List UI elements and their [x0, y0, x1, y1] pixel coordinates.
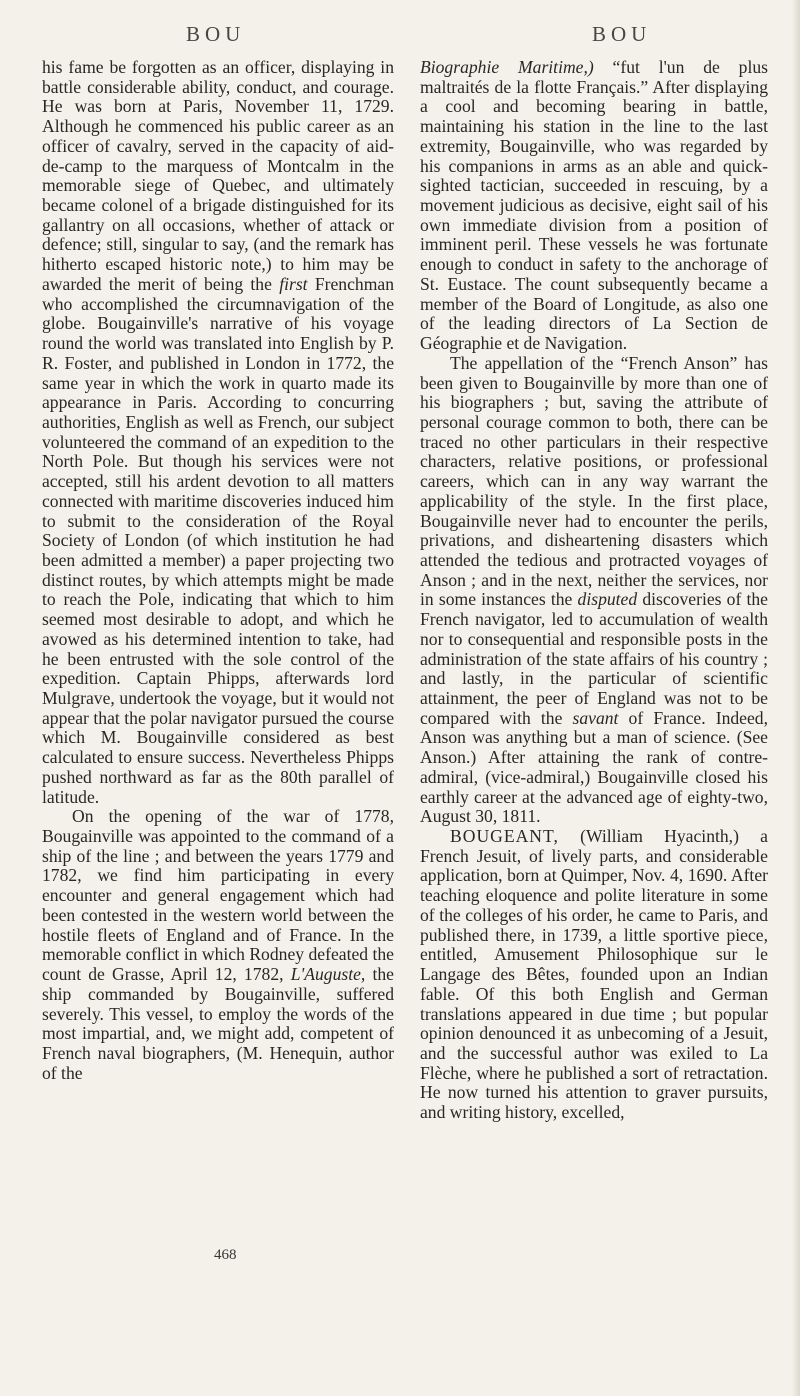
text-run: The appellation of the “French Anson” has been given to Bougainville by more than one of his biographers ; but, saving the attribute of personal courage common to both, there can be traced no other particulars in their respective characters, relative positions, or professional careers, which can in any way warrant the applicability of the style. In the first place, Bougainville never had to encounter the perils, privations, and disheartening disasters which attended the tedious and protracted voyages of Anson ; and in the next, neither the services, nor in some instances the [420, 352, 768, 610]
page-number: 468 [214, 1247, 237, 1263]
paragraph [42, 807, 394, 1083]
text-run: On the opening of the war of 1778, Bougainville was appointed to the command of a ship of the line ; and between the years 1779 and 1782, we find him participating in every encounter and general engagement which had been contested in the western world between the hostile fleets of England and of France. In the memorable conflict in which Rodney defeated the count de Grasse, April 12, 1782, [42, 806, 394, 985]
paragraph [420, 58, 768, 354]
right-column [420, 58, 768, 1123]
paragraph [42, 58, 394, 807]
text-run: “fut l'un de plus maltraités de la flotte Français.” After displaying a cool and becoming bearing in battle, maintaining his station in the line to the last extremity, Bougainville, who was regarded by his companions in arms as an able and quick-sighted tactician, succeeded in rescuing, by a movement judicious as decisive, eight sail of his own immediate division from a position of imminent peril. These vessels he was fortunate enough to conduct in safety to the anchorage of St. Eustace. The count subsequently became a member of the Board of Longitude, as also one of the leading directors of La Section de Géographie et de Navigation. [420, 57, 768, 354]
text-run: his fame be forgotten as an officer, displaying in battle considerable ability, conduct, and courage. He was born at Paris, November 11, 1729. Although he commenced his public career as an officer of cavalry, served in the capacity of aid-de-camp to the marquess of Montcalm in the memorable siege of Quebec, and ultimately became colonel of a brigade distinguished for its gallantry on all occasions, whether of attack or defence; still, singular to say, (and the remark has hitherto escaped historic note,) to him may be awarded the merit of being the [42, 57, 394, 294]
emphasis: savant [572, 707, 619, 728]
text-run: of France. Indeed, Anson was anything but a man of science. (See Anson.) After attaining the rank of contre-admiral, (vice-admiral,) Bougainville closed his earthly career at the advanced age of eighty-two, August 30, 1811. [420, 707, 768, 827]
entry-headword: BOUGEANT, [450, 826, 559, 847]
text-run: (William Hyacinth,) a French Jesuit, of lively parts, and considerable application, born at Quimper, Nov. 4, 1690. After teaching eloquence and polite literature in some of the colleges of his order, he came to Paris, and published there, in 1739, a little sportive piece, entitled, Amusement Philosophique sur le Langage des Bêtes, founded upon an Indian fable. Of this both English and German translations appeared in due time ; but popular opinion denounced it as unbecoming of a Jesuit, and the successful author was exiled to La Flèche, where he published a sort of retractation. He now turned his attention to graver pursuits, and writing history, excelled, [420, 826, 768, 1123]
paragraph [420, 354, 768, 827]
emphasis: Biographie Maritime,) [420, 57, 594, 77]
emphasis: first [279, 273, 308, 294]
emphasis: L'Auguste, [290, 964, 366, 985]
running-head-right: BOU [592, 22, 652, 46]
running-head-left: BOU [186, 22, 246, 46]
emphasis: disputed [577, 589, 638, 610]
text-run: the ship commanded by Bougainville, suffered severely. This vessel, to employ the words of the most impartial, and, we might add, competent of French naval biographers, (M. Henequin, author of the [42, 964, 394, 1083]
text-run: Frenchman who accomplished the circumnavigation of the globe. Bougainville's narrative of his voyage round the world was translated into English by P. R. Foster, and published in London in 1772, the same year in which the work in quarto made its appearance in Paris. According to concurring authorities, English as well as French, our subject volunteered the command of an expedition to the North Pole. But though his services were not accepted, still his ardent devotion to all matters connected with maritime discoveries induced him to submit to the consideration of the Royal Society of London (of which institution he had been admitted a member) a paper projecting two distinct routes, by which attempts might be made to reach the Pole, indicating that which to him seemed most desirable to adopt, and which he avowed as his determined intention to take, had he been entrusted with the sole control of the expedition. Captain Phipps, afterwards lord Mulgrave, undertook the voyage, but it would not appear that the polar navigator pursued the course which M. Bougainville considered as best calculated to ensure success. Nevertheless Phipps pushed northward as far as the 80th parallel of latitude. [42, 273, 394, 807]
text-run: discoveries of the French navigator, led to accumulation of wealth nor to consequential and responsible posts in the administration of the state affairs of his country ; and lastly, in the particular of scientific attainment, the peer of England was not to be compared with the [420, 589, 768, 728]
left-column [42, 58, 394, 1083]
page-edge-shadow [792, 0, 800, 1396]
entry-paragraph [420, 827, 768, 1123]
